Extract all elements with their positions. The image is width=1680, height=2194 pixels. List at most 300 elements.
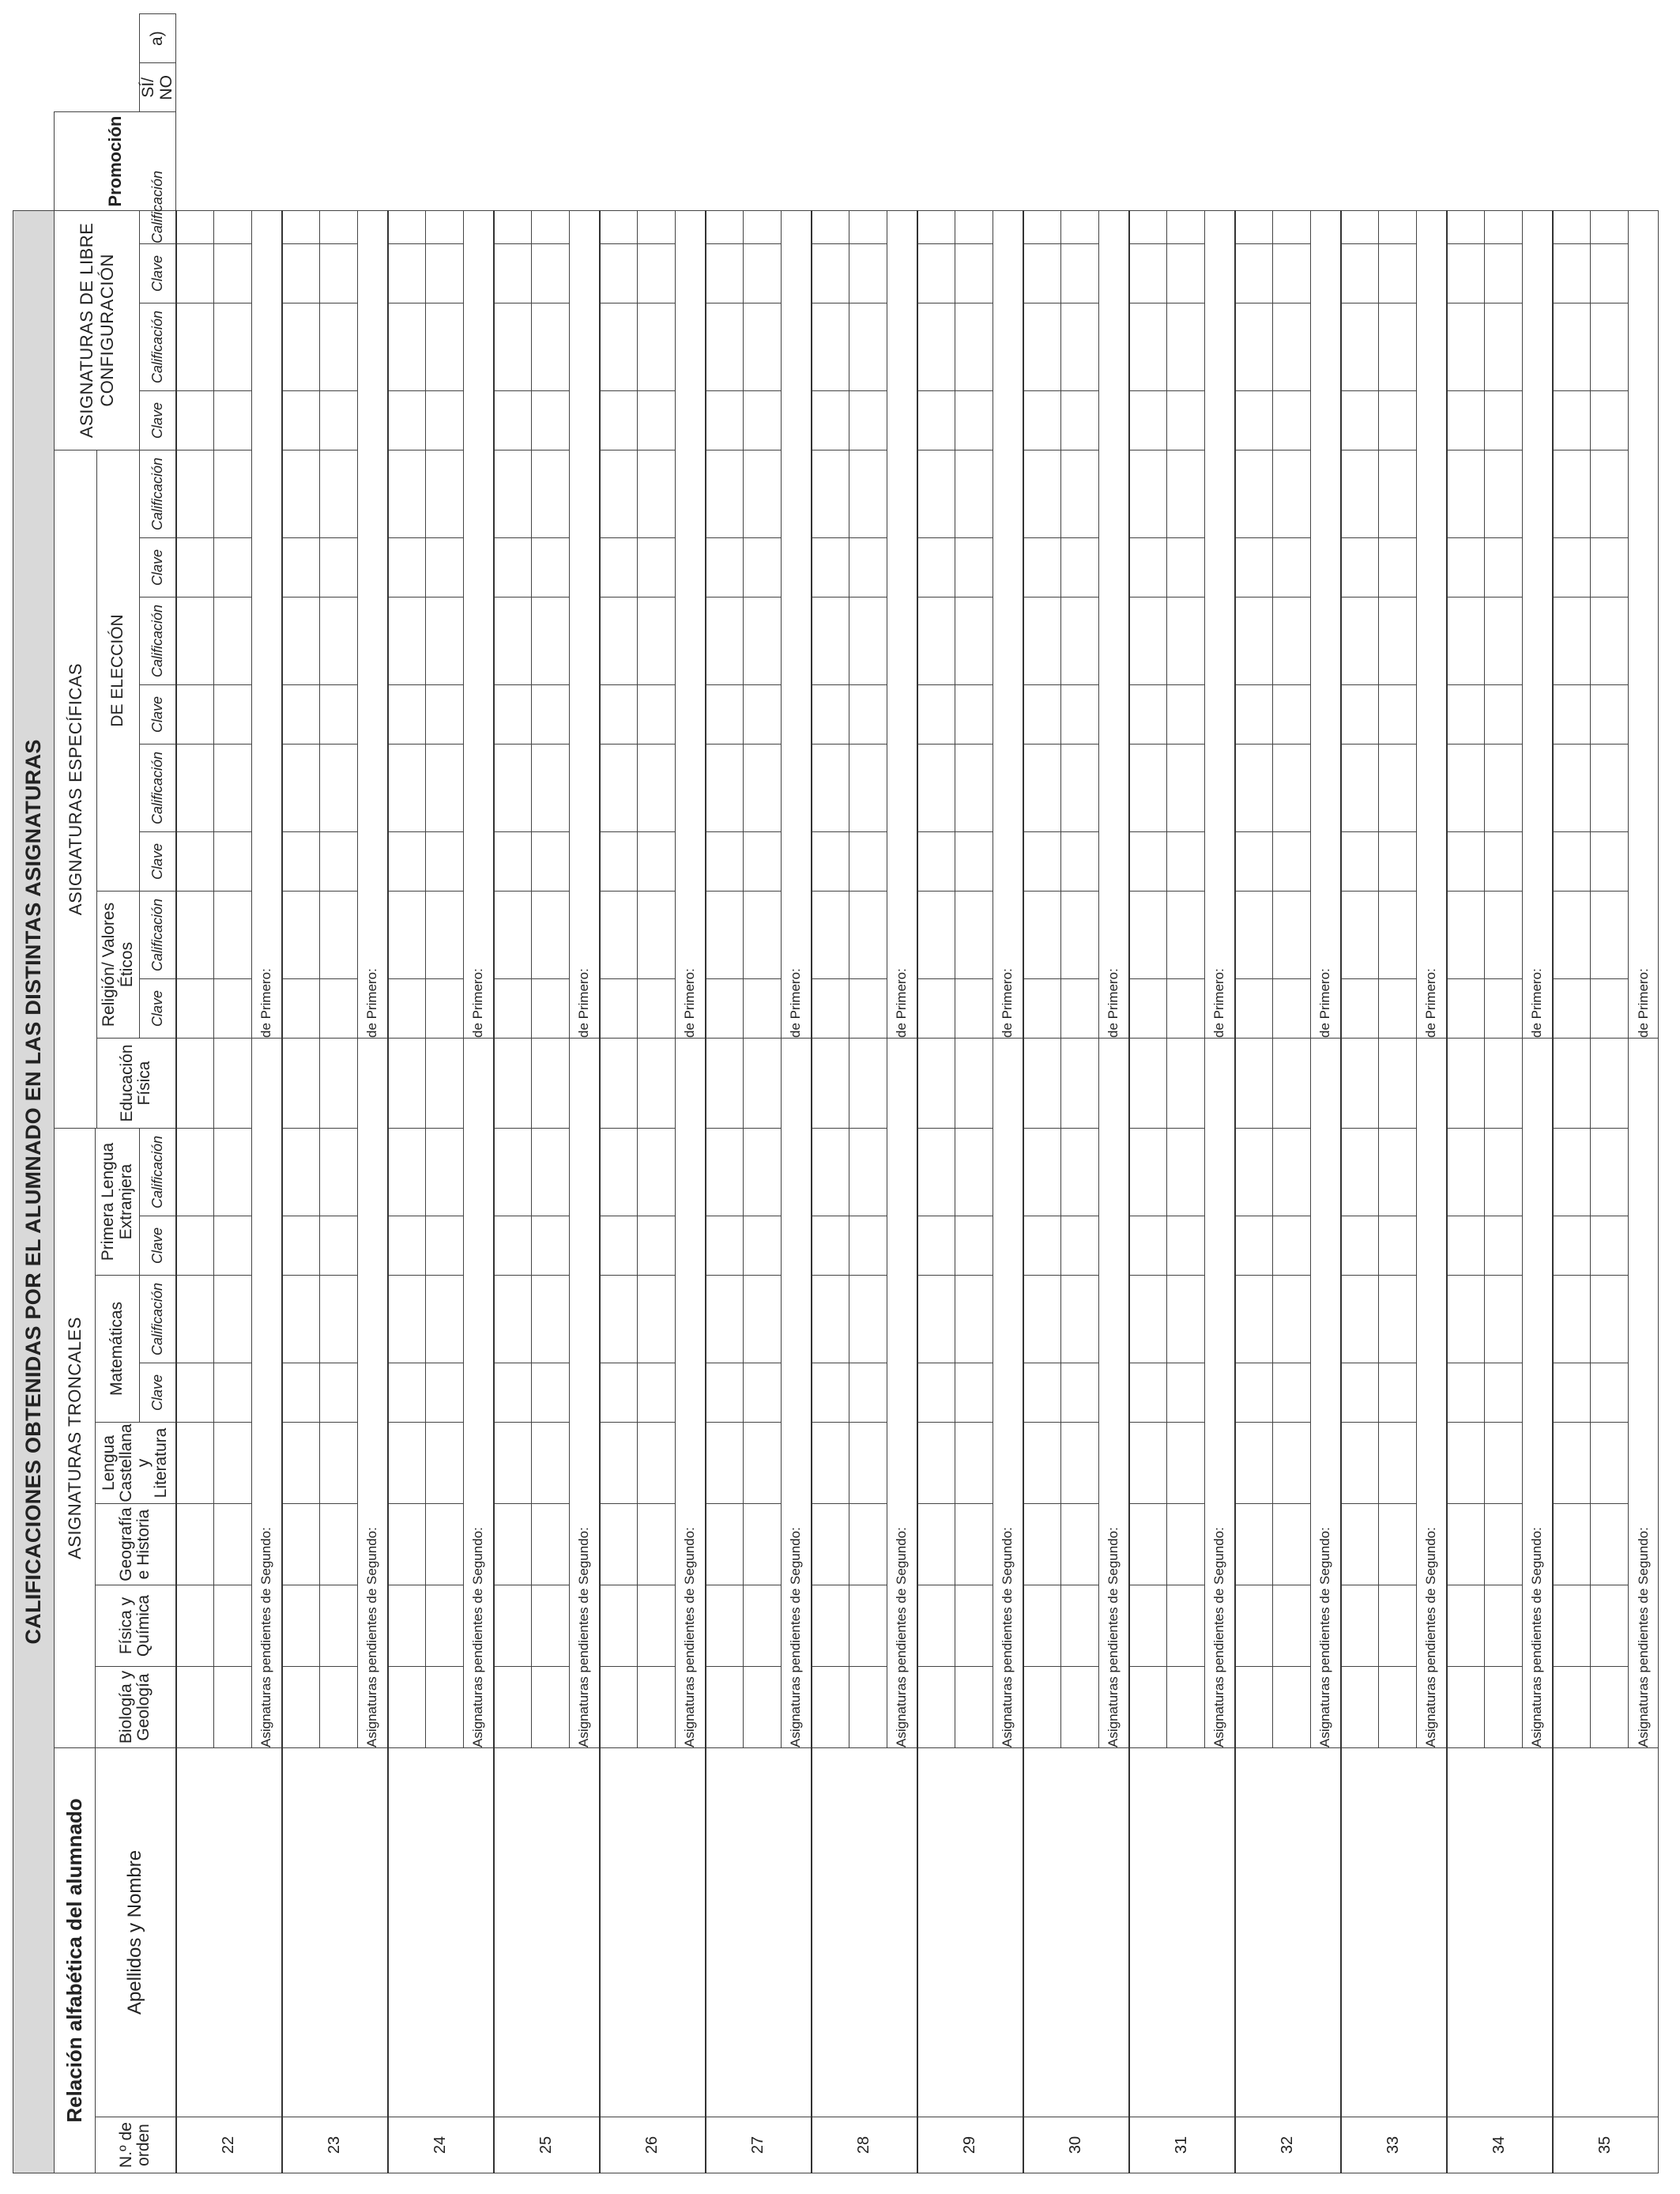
grade-cell[interactable] (917, 1667, 955, 1748)
grade-cell[interactable] (955, 538, 993, 598)
grade-cell[interactable] (917, 303, 955, 391)
grade-cell[interactable] (1447, 1363, 1485, 1423)
grade-cell[interactable] (1553, 832, 1591, 892)
grade-cell[interactable] (214, 391, 252, 450)
grade-cell[interactable] (1591, 1039, 1629, 1129)
grade-cell[interactable] (600, 1363, 638, 1423)
grade-cell[interactable] (494, 1216, 532, 1276)
grade-cell[interactable] (744, 1363, 782, 1423)
grade-cell[interactable] (426, 303, 464, 391)
grade-cell[interactable] (1167, 391, 1205, 450)
grade-cell[interactable] (1273, 210, 1311, 243)
grade-cell[interactable] (426, 1039, 464, 1129)
grade-cell[interactable] (176, 538, 214, 598)
grade-cell[interactable] (214, 832, 252, 892)
grade-cell[interactable] (706, 1216, 744, 1276)
grade-cell[interactable] (1023, 892, 1061, 979)
grade-cell[interactable] (1553, 1667, 1591, 1748)
grade-cell[interactable] (1553, 685, 1591, 745)
grade-cell[interactable] (706, 210, 744, 243)
grade-cell[interactable] (1591, 979, 1629, 1039)
grade-cell[interactable] (426, 892, 464, 979)
grade-cell[interactable] (494, 1423, 532, 1504)
grade-cell[interactable] (320, 598, 358, 685)
student-name-field[interactable] (494, 1748, 600, 2117)
grade-cell[interactable] (1553, 210, 1591, 243)
grade-cell[interactable] (388, 210, 426, 243)
grade-cell[interactable] (812, 745, 849, 832)
grade-cell[interactable] (282, 244, 320, 303)
grade-cell[interactable] (1341, 1129, 1379, 1216)
grade-cell[interactable] (1379, 538, 1417, 598)
grade-cell[interactable] (955, 892, 993, 979)
grade-cell[interactable] (426, 832, 464, 892)
grade-cell[interactable] (706, 745, 744, 832)
grade-cell[interactable] (1591, 685, 1629, 745)
grade-cell[interactable] (600, 1667, 638, 1748)
grade-cell[interactable] (638, 244, 676, 303)
grade-cell[interactable] (1129, 598, 1167, 685)
grade-cell[interactable] (1273, 303, 1311, 391)
grade-cell[interactable] (1061, 1129, 1099, 1216)
grade-cell[interactable] (494, 1667, 532, 1748)
grade-cell[interactable] (1273, 979, 1311, 1039)
grade-cell[interactable] (176, 1585, 214, 1667)
grade-cell[interactable] (282, 210, 320, 243)
grade-cell[interactable] (388, 303, 426, 391)
grade-cell[interactable] (1379, 745, 1417, 832)
student-name-field[interactable] (600, 1748, 706, 2117)
grade-cell[interactable] (176, 391, 214, 450)
grade-cell[interactable] (1129, 1129, 1167, 1216)
grade-cell[interactable] (917, 1504, 955, 1585)
grade-cell[interactable] (1379, 210, 1417, 243)
grade-cell[interactable] (320, 1276, 358, 1363)
grade-cell[interactable] (532, 1216, 570, 1276)
grade-cell[interactable] (1553, 244, 1591, 303)
grade-cell[interactable] (176, 1423, 214, 1504)
grade-cell[interactable] (917, 538, 955, 598)
grade-cell[interactable] (638, 1504, 676, 1585)
grade-cell[interactable] (282, 979, 320, 1039)
grade-cell[interactable] (1591, 1423, 1629, 1504)
grade-cell[interactable] (494, 745, 532, 832)
grade-cell[interactable] (917, 1216, 955, 1276)
grade-cell[interactable] (1553, 1585, 1591, 1667)
grade-cell[interactable] (532, 303, 570, 391)
grade-cell[interactable] (1447, 391, 1485, 450)
grade-cell[interactable] (532, 1129, 570, 1216)
grade-cell[interactable] (955, 210, 993, 243)
grade-cell[interactable] (426, 391, 464, 450)
grade-cell[interactable] (532, 832, 570, 892)
grade-cell[interactable] (320, 892, 358, 979)
grade-cell[interactable] (1447, 832, 1485, 892)
grade-cell[interactable] (1379, 244, 1417, 303)
grade-cell[interactable] (1485, 1216, 1523, 1276)
grade-cell[interactable] (955, 598, 993, 685)
grade-cell[interactable] (320, 1363, 358, 1423)
grade-cell[interactable] (426, 1129, 464, 1216)
grade-cell[interactable] (849, 598, 887, 685)
grade-cell[interactable] (744, 892, 782, 979)
grade-cell[interactable] (176, 244, 214, 303)
grade-cell[interactable] (812, 1276, 849, 1363)
grade-cell[interactable] (494, 892, 532, 979)
grade-cell[interactable] (1023, 1276, 1061, 1363)
grade-cell[interactable] (1341, 598, 1379, 685)
grade-cell[interactable] (1379, 979, 1417, 1039)
grade-cell[interactable] (214, 598, 252, 685)
grade-cell[interactable] (812, 1423, 849, 1504)
grade-cell[interactable] (532, 892, 570, 979)
grade-cell[interactable] (388, 598, 426, 685)
grade-cell[interactable] (1129, 450, 1167, 538)
grade-cell[interactable] (1485, 244, 1523, 303)
grade-cell[interactable] (426, 745, 464, 832)
grade-cell[interactable] (426, 210, 464, 243)
grade-cell[interactable] (320, 391, 358, 450)
grade-cell[interactable] (282, 1585, 320, 1667)
grade-cell[interactable] (638, 1039, 676, 1129)
grade-cell[interactable] (1341, 685, 1379, 745)
grade-cell[interactable] (1061, 685, 1099, 745)
grade-cell[interactable] (494, 1276, 532, 1363)
grade-cell[interactable] (1129, 892, 1167, 979)
grade-cell[interactable] (1341, 1423, 1379, 1504)
grade-cell[interactable] (917, 979, 955, 1039)
grade-cell[interactable] (1061, 1585, 1099, 1667)
grade-cell[interactable] (1235, 1363, 1273, 1423)
grade-cell[interactable] (214, 685, 252, 745)
grade-cell[interactable] (638, 745, 676, 832)
grade-cell[interactable] (1023, 1667, 1061, 1748)
grade-cell[interactable] (955, 685, 993, 745)
grade-cell[interactable] (849, 1039, 887, 1129)
grade-cell[interactable] (955, 1363, 993, 1423)
grade-cell[interactable] (1379, 303, 1417, 391)
grade-cell[interactable] (1485, 1504, 1523, 1585)
grade-cell[interactable] (1061, 303, 1099, 391)
grade-cell[interactable] (282, 1039, 320, 1129)
grade-cell[interactable] (917, 1276, 955, 1363)
grade-cell[interactable] (600, 244, 638, 303)
grade-cell[interactable] (1341, 832, 1379, 892)
grade-cell[interactable] (1235, 685, 1273, 745)
grade-cell[interactable] (388, 1667, 426, 1748)
grade-cell[interactable] (1023, 1129, 1061, 1216)
grade-cell[interactable] (638, 1276, 676, 1363)
grade-cell[interactable] (1273, 1504, 1311, 1585)
grade-cell[interactable] (849, 1585, 887, 1667)
grade-cell[interactable] (1447, 685, 1485, 745)
grade-cell[interactable] (1273, 1423, 1311, 1504)
grade-cell[interactable] (1129, 303, 1167, 391)
grade-cell[interactable] (1273, 391, 1311, 450)
grade-cell[interactable] (849, 1276, 887, 1363)
grade-cell[interactable] (849, 979, 887, 1039)
grade-cell[interactable] (494, 244, 532, 303)
grade-cell[interactable] (706, 1504, 744, 1585)
grade-cell[interactable] (1023, 1363, 1061, 1423)
grade-cell[interactable] (1341, 1585, 1379, 1667)
grade-cell[interactable] (744, 1039, 782, 1129)
grade-cell[interactable] (1167, 892, 1205, 979)
grade-cell[interactable] (214, 538, 252, 598)
grade-cell[interactable] (1235, 1423, 1273, 1504)
grade-cell[interactable] (1167, 598, 1205, 685)
grade-cell[interactable] (638, 1129, 676, 1216)
grade-cell[interactable] (214, 210, 252, 243)
grade-cell[interactable] (320, 1504, 358, 1585)
grade-cell[interactable] (1591, 1363, 1629, 1423)
grade-cell[interactable] (1273, 892, 1311, 979)
grade-cell[interactable] (638, 1363, 676, 1423)
grade-cell[interactable] (1591, 892, 1629, 979)
grade-cell[interactable] (1447, 1504, 1485, 1585)
grade-cell[interactable] (176, 892, 214, 979)
grade-cell[interactable] (1485, 832, 1523, 892)
grade-cell[interactable] (1061, 391, 1099, 450)
grade-cell[interactable] (1235, 1504, 1273, 1585)
grade-cell[interactable] (812, 303, 849, 391)
grade-cell[interactable] (1591, 1667, 1629, 1748)
grade-cell[interactable] (706, 391, 744, 450)
grade-cell[interactable] (1167, 1216, 1205, 1276)
grade-cell[interactable] (282, 1276, 320, 1363)
grade-cell[interactable] (388, 1585, 426, 1667)
grade-cell[interactable] (1273, 832, 1311, 892)
grade-cell[interactable] (388, 1276, 426, 1363)
grade-cell[interactable] (744, 1585, 782, 1667)
grade-cell[interactable] (1129, 685, 1167, 745)
grade-cell[interactable] (1379, 685, 1417, 745)
grade-cell[interactable] (1273, 598, 1311, 685)
grade-cell[interactable] (917, 892, 955, 979)
grade-cell[interactable] (1341, 303, 1379, 391)
grade-cell[interactable] (1273, 1363, 1311, 1423)
grade-cell[interactable] (1379, 1423, 1417, 1504)
grade-cell[interactable] (1061, 1276, 1099, 1363)
grade-cell[interactable] (320, 244, 358, 303)
grade-cell[interactable] (1553, 1216, 1591, 1276)
grade-cell[interactable] (1591, 538, 1629, 598)
grade-cell[interactable] (812, 892, 849, 979)
grade-cell[interactable] (1553, 538, 1591, 598)
grade-cell[interactable] (1553, 1276, 1591, 1363)
grade-cell[interactable] (1235, 1585, 1273, 1667)
grade-cell[interactable] (1235, 832, 1273, 892)
grade-cell[interactable] (1485, 598, 1523, 685)
grade-cell[interactable] (638, 979, 676, 1039)
grade-cell[interactable] (1485, 303, 1523, 391)
grade-cell[interactable] (638, 1423, 676, 1504)
grade-cell[interactable] (1023, 685, 1061, 745)
grade-cell[interactable] (1061, 450, 1099, 538)
grade-cell[interactable] (1447, 1039, 1485, 1129)
grade-cell[interactable] (849, 1216, 887, 1276)
grade-cell[interactable] (1273, 1216, 1311, 1276)
grade-cell[interactable] (849, 391, 887, 450)
grade-cell[interactable] (600, 1504, 638, 1585)
grade-cell[interactable] (1023, 745, 1061, 832)
grade-cell[interactable] (320, 210, 358, 243)
grade-cell[interactable] (320, 685, 358, 745)
grade-cell[interactable] (1235, 210, 1273, 243)
grade-cell[interactable] (282, 1363, 320, 1423)
grade-cell[interactable] (282, 1667, 320, 1748)
grade-cell[interactable] (1235, 979, 1273, 1039)
grade-cell[interactable] (849, 745, 887, 832)
grade-cell[interactable] (1061, 1216, 1099, 1276)
grade-cell[interactable] (426, 685, 464, 745)
grade-cell[interactable] (744, 745, 782, 832)
student-name-field[interactable] (1023, 1748, 1129, 2117)
grade-cell[interactable] (1129, 391, 1167, 450)
grade-cell[interactable] (638, 1667, 676, 1748)
grade-cell[interactable] (600, 1129, 638, 1216)
student-name-field[interactable] (282, 1748, 388, 2117)
grade-cell[interactable] (600, 598, 638, 685)
grade-cell[interactable] (1591, 1216, 1629, 1276)
grade-cell[interactable] (532, 1504, 570, 1585)
grade-cell[interactable] (320, 1585, 358, 1667)
grade-cell[interactable] (282, 745, 320, 832)
grade-cell[interactable] (1023, 832, 1061, 892)
grade-cell[interactable] (532, 391, 570, 450)
grade-cell[interactable] (744, 1216, 782, 1276)
grade-cell[interactable] (1447, 892, 1485, 979)
grade-cell[interactable] (214, 1276, 252, 1363)
grade-cell[interactable] (176, 1363, 214, 1423)
grade-cell[interactable] (1591, 450, 1629, 538)
grade-cell[interactable] (849, 832, 887, 892)
student-name-field[interactable] (706, 1748, 812, 2117)
grade-cell[interactable] (1023, 979, 1061, 1039)
grade-cell[interactable] (1591, 832, 1629, 892)
grade-cell[interactable] (849, 1504, 887, 1585)
grade-cell[interactable] (955, 1504, 993, 1585)
grade-cell[interactable] (1129, 1504, 1167, 1585)
grade-cell[interactable] (1167, 1585, 1205, 1667)
grade-cell[interactable] (494, 1129, 532, 1216)
grade-cell[interactable] (388, 1504, 426, 1585)
grade-cell[interactable] (1341, 450, 1379, 538)
grade-cell[interactable] (706, 1585, 744, 1667)
grade-cell[interactable] (1023, 1216, 1061, 1276)
grade-cell[interactable] (1553, 598, 1591, 685)
grade-cell[interactable] (812, 244, 849, 303)
grade-cell[interactable] (282, 1216, 320, 1276)
student-name-field[interactable] (917, 1748, 1023, 2117)
grade-cell[interactable] (282, 1504, 320, 1585)
grade-cell[interactable] (1061, 745, 1099, 832)
grade-cell[interactable] (282, 1129, 320, 1216)
grade-cell[interactable] (1273, 1667, 1311, 1748)
grade-cell[interactable] (1447, 745, 1485, 832)
grade-cell[interactable] (600, 979, 638, 1039)
grade-cell[interactable] (176, 1216, 214, 1276)
grade-cell[interactable] (282, 832, 320, 892)
grade-cell[interactable] (494, 391, 532, 450)
grade-cell[interactable] (812, 1216, 849, 1276)
grade-cell[interactable] (812, 832, 849, 892)
grade-cell[interactable] (1061, 1363, 1099, 1423)
grade-cell[interactable] (320, 979, 358, 1039)
grade-cell[interactable] (1129, 1585, 1167, 1667)
grade-cell[interactable] (638, 538, 676, 598)
grade-cell[interactable] (1023, 450, 1061, 538)
grade-cell[interactable] (955, 391, 993, 450)
grade-cell[interactable] (1447, 450, 1485, 538)
grade-cell[interactable] (744, 450, 782, 538)
grade-cell[interactable] (638, 892, 676, 979)
grade-cell[interactable] (600, 1039, 638, 1129)
grade-cell[interactable] (1341, 1039, 1379, 1129)
grade-cell[interactable] (388, 244, 426, 303)
grade-cell[interactable] (1553, 1423, 1591, 1504)
student-name-field[interactable] (812, 1748, 917, 2117)
grade-cell[interactable] (1273, 1039, 1311, 1129)
grade-cell[interactable] (849, 1667, 887, 1748)
grade-cell[interactable] (532, 1667, 570, 1748)
grade-cell[interactable] (176, 1039, 214, 1129)
grade-cell[interactable] (917, 1129, 955, 1216)
grade-cell[interactable] (600, 303, 638, 391)
grade-cell[interactable] (214, 892, 252, 979)
grade-cell[interactable] (1341, 1276, 1379, 1363)
grade-cell[interactable] (917, 745, 955, 832)
grade-cell[interactable] (600, 538, 638, 598)
grade-cell[interactable] (1341, 538, 1379, 598)
grade-cell[interactable] (176, 832, 214, 892)
grade-cell[interactable] (494, 303, 532, 391)
grade-cell[interactable] (1167, 538, 1205, 598)
grade-cell[interactable] (1129, 244, 1167, 303)
grade-cell[interactable] (955, 1276, 993, 1363)
grade-cell[interactable] (176, 1276, 214, 1363)
grade-cell[interactable] (812, 210, 849, 243)
grade-cell[interactable] (176, 745, 214, 832)
grade-cell[interactable] (1061, 892, 1099, 979)
grade-cell[interactable] (282, 892, 320, 979)
grade-cell[interactable] (176, 1667, 214, 1748)
grade-cell[interactable] (1341, 1504, 1379, 1585)
grade-cell[interactable] (282, 598, 320, 685)
grade-cell[interactable] (706, 892, 744, 979)
grade-cell[interactable] (1485, 210, 1523, 243)
grade-cell[interactable] (917, 391, 955, 450)
grade-cell[interactable] (388, 1129, 426, 1216)
grade-cell[interactable] (1379, 1585, 1417, 1667)
grade-cell[interactable] (917, 450, 955, 538)
student-name-field[interactable] (1235, 1748, 1341, 2117)
grade-cell[interactable] (282, 538, 320, 598)
grade-cell[interactable] (1023, 538, 1061, 598)
grade-cell[interactable] (1023, 210, 1061, 243)
grade-cell[interactable] (1379, 1039, 1417, 1129)
grade-cell[interactable] (176, 303, 214, 391)
grade-cell[interactable] (494, 450, 532, 538)
grade-cell[interactable] (1235, 1276, 1273, 1363)
grade-cell[interactable] (532, 1276, 570, 1363)
grade-cell[interactable] (214, 303, 252, 391)
grade-cell[interactable] (1341, 892, 1379, 979)
grade-cell[interactable] (638, 1216, 676, 1276)
grade-cell[interactable] (1447, 1585, 1485, 1667)
grade-cell[interactable] (812, 979, 849, 1039)
grade-cell[interactable] (849, 1129, 887, 1216)
